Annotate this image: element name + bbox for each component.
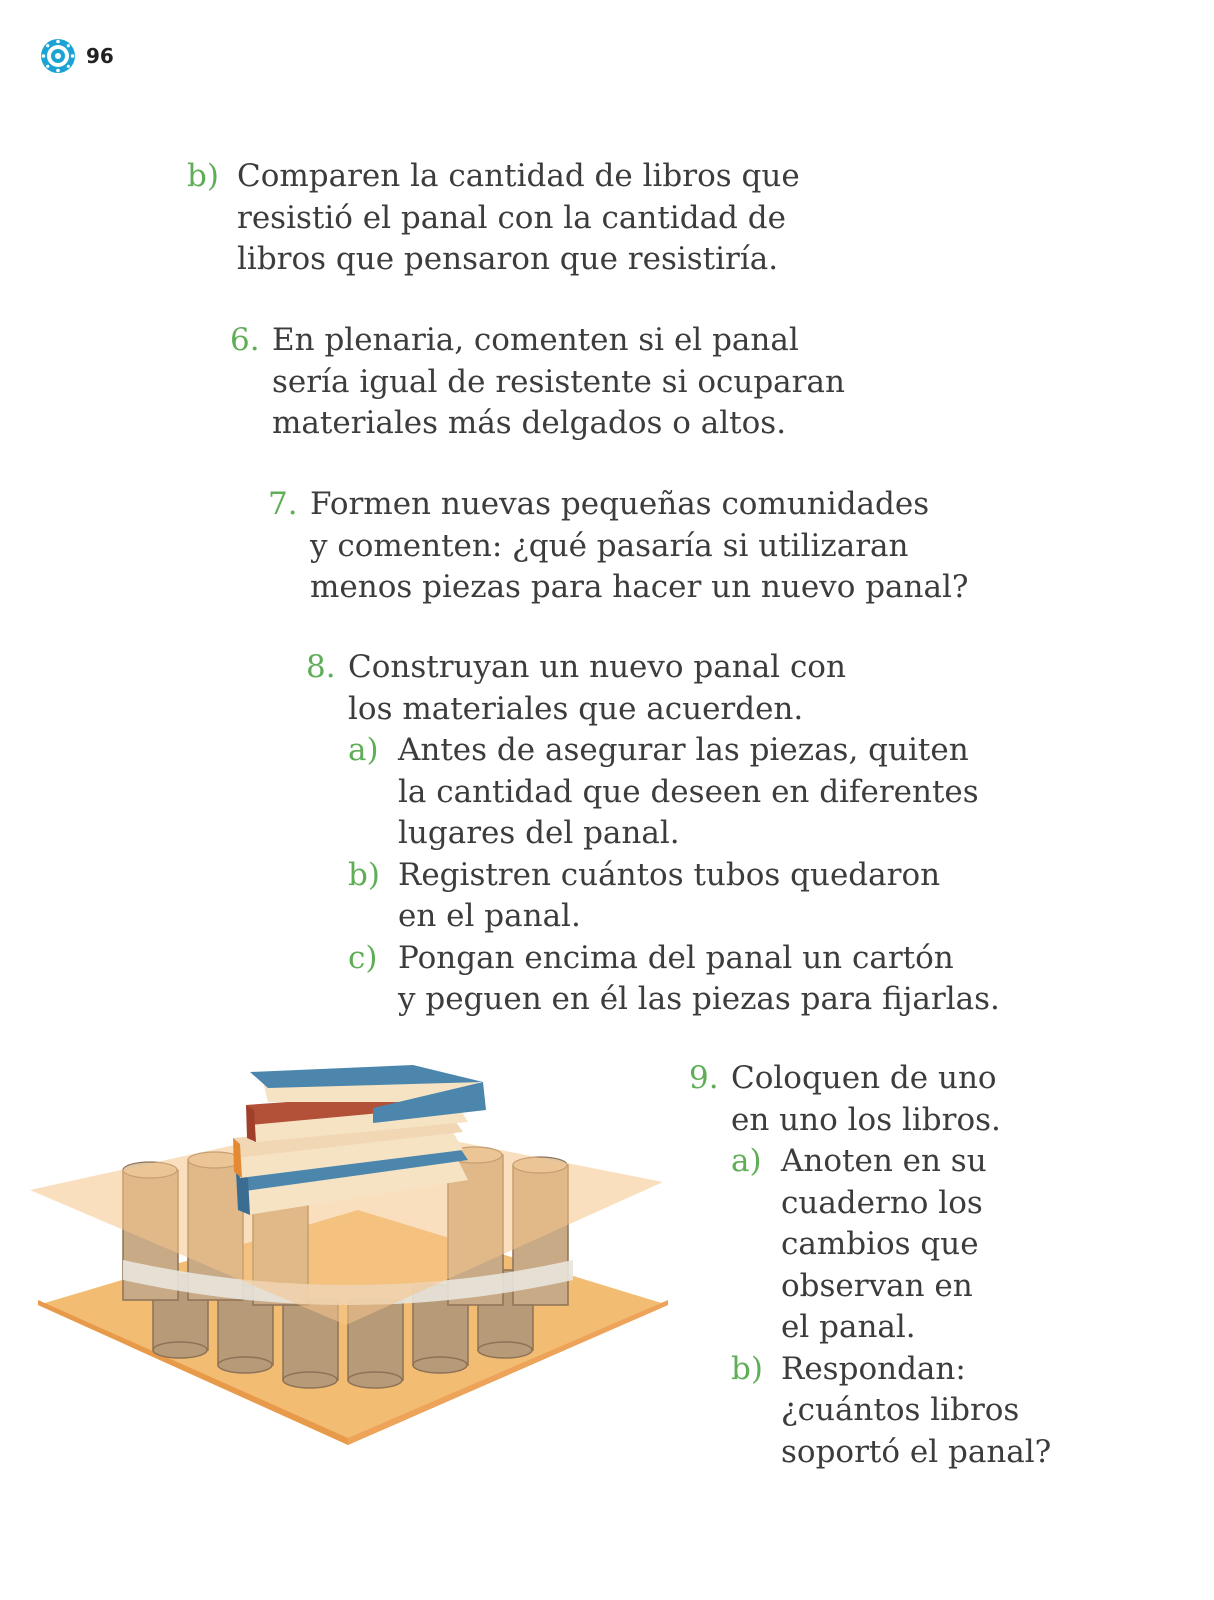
sub-text: Anoten en su cuaderno los cambios que observan en el panal. — [781, 1143, 987, 1345]
item-8 — [306, 647, 1048, 1021]
sub-item-b — [348, 855, 1048, 938]
item-7 — [268, 484, 1010, 609]
item-text: Comparen la cantidad de libros que resistió el panal con la cantidad de libros que pensaron que resistiría. — [237, 158, 800, 277]
item-number: 6. — [230, 322, 260, 358]
item-number: 7. — [268, 486, 298, 522]
sub-label: a) — [731, 1143, 762, 1179]
item-label: b) — [187, 158, 219, 194]
page-header — [40, 38, 114, 74]
sub-label: a) — [348, 732, 379, 768]
item-number: 8. — [306, 649, 336, 685]
sub-text: Respondan: ¿cuántos libros soportó el panal? — [781, 1350, 1052, 1470]
sun-emblem-icon — [40, 38, 76, 74]
sub-item-a — [731, 1141, 1151, 1349]
sub-item-b — [731, 1349, 1151, 1474]
sub-label: b) — [348, 856, 380, 893]
sub-text: Registren cuántos tubos quedaron en el panal. — [398, 856, 941, 934]
item-text: Formen nuevas pequeñas comunidades y comenten: ¿qué pasaría si utilizaran menos piezas para hacer un nuevo panal? — [310, 486, 969, 605]
sub-item-a — [348, 730, 1048, 855]
item-9 — [689, 1058, 1151, 1473]
sub-text: Pongan encima del panal un cartón y peguen en él las piezas para fijarlas. — [398, 939, 1000, 1017]
sub-label: c) — [348, 939, 378, 976]
books-on-panel-illustration — [28, 1060, 678, 1450]
page-number: 96 — [86, 44, 114, 68]
item-b-compare — [187, 156, 857, 281]
item-text: Construyan un nuevo panal con los materiales que acuerden. — [348, 649, 846, 727]
sub-text: Antes de asegurar las piezas, quiten la cantidad que deseen en diferentes lugares del panal. — [398, 732, 979, 851]
item-text: Coloquen de uno en uno los libros. — [731, 1060, 1001, 1138]
sub-label: b) — [731, 1350, 763, 1387]
item-6 — [230, 320, 912, 445]
item-text: En plenaria, comenten si el panal sería igual de resistente si ocuparan materiales más delgados o altos. — [272, 322, 845, 441]
sub-item-c — [348, 938, 1048, 1021]
item-number: 9. — [689, 1060, 719, 1096]
